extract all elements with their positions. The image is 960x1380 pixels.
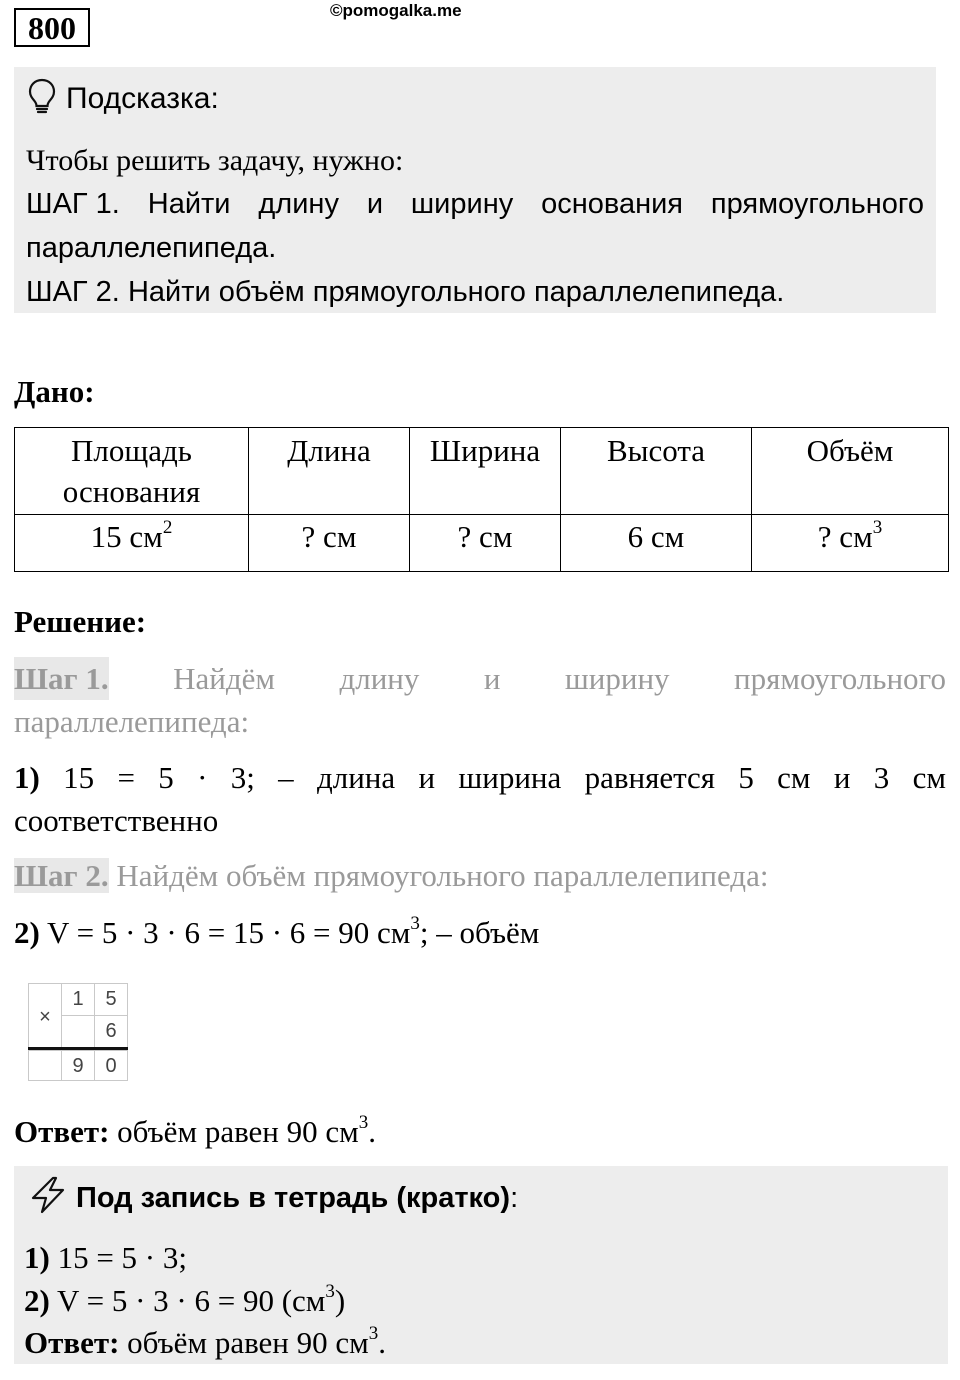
given-header-cell: Высота [561, 428, 752, 515]
solution-line1-line [14, 756, 946, 799]
hint-step1-word: прямоугольного [710, 188, 924, 220]
notebook-answer-tail: . [378, 1325, 387, 1360]
solution-line2-num: 2) [14, 915, 40, 950]
solution-step1-word: и [483, 661, 501, 696]
solution-line1 [14, 756, 946, 842]
given-header-cell: Объём [752, 428, 949, 515]
mult-digit: 6 [94, 1015, 128, 1049]
solution-line2-tail: ; – объём [419, 915, 540, 950]
notebook-answer [24, 1321, 386, 1364]
multiplication-sign: × [28, 983, 62, 1049]
notebook-line1 [24, 1236, 187, 1279]
solution-step2-text: Найдём объём прямоугольного параллелепипеда: [116, 858, 769, 893]
hint-step2 [26, 270, 784, 314]
hint-panel [14, 67, 936, 313]
solution-line1-word: 5 [158, 760, 174, 795]
given-value-cell: 6 см [561, 515, 752, 572]
notebook-title-row [28, 1176, 518, 1219]
hint-step1-cont: параллелепипеда. [26, 232, 277, 264]
notebook-answer-sup: 3 [368, 1322, 379, 1344]
notebook-title: Под запись в тетрадь (кратко): [76, 1181, 519, 1214]
hint-title: Подсказка: [66, 81, 219, 115]
lightbulb-icon [26, 77, 58, 120]
solution-line1-word: см [912, 760, 946, 795]
hint-title-row [26, 77, 219, 120]
solution-step1 [14, 657, 946, 743]
hint-step1-word: ширину [410, 188, 514, 220]
hint-step2-label: ШАГ 2. [26, 276, 120, 308]
solution-line1-cont: соответственно [14, 803, 219, 838]
notebook-line1-num: 1) [24, 1240, 50, 1275]
notebook-line2-num: 2) [24, 1283, 50, 1318]
hint-step1-word: длину [258, 188, 339, 220]
given-table [14, 427, 949, 572]
solution-line1-word: 5 [738, 760, 754, 795]
mult-digit: 5 [94, 983, 128, 1016]
answer-tail: . [368, 1114, 377, 1149]
hint-step1-label: ШАГ 1. [26, 188, 120, 220]
notebook-line2 [24, 1279, 345, 1322]
solution-step2 [14, 854, 768, 897]
solution-line1-word: 15 [63, 760, 95, 795]
solution-line2 [14, 911, 539, 954]
solution-line1-word: · [197, 760, 208, 795]
given-heading: Дано: [14, 374, 95, 409]
solution-step1-line [14, 657, 946, 700]
solution-line1-num: 1) [14, 760, 40, 795]
solution-line2-text: V = 5 · 3 · 6 = 15 · 6 = 90 см [47, 915, 411, 950]
solution-step1-word: прямоугольного [734, 661, 946, 696]
hint-step1-word: основания [541, 188, 683, 220]
solution-step2-label: Шаг 2. [14, 858, 109, 893]
solution-line1-word: ширина [458, 760, 562, 795]
solution-line1-word: 3; [230, 760, 255, 795]
mult-digit [61, 1015, 95, 1049]
given-header-cell: Площадь основания [15, 428, 249, 515]
answer [14, 1110, 376, 1153]
given-value-cell: ? $см^3$ [752, 515, 949, 572]
hint-step1-word: Найти [147, 188, 231, 220]
notebook-answer-label: Ответ: [24, 1325, 120, 1360]
watermark: ©pomogalka.me [330, 1, 462, 20]
solution-line1-word: см [777, 760, 811, 795]
notebook-line2-tail: ) [334, 1283, 346, 1318]
notebook-line2-sup: 3 [325, 1280, 335, 1302]
mult-digit: 0 [94, 1050, 128, 1081]
notebook-line2-text: V = 5 · 3 · 6 = 90 (см [57, 1283, 326, 1318]
column-multiplication [28, 983, 128, 1081]
answer-label: Ответ: [14, 1114, 110, 1149]
solution-line2-sup: 3 [410, 912, 420, 934]
hint-step1-line [26, 182, 924, 226]
lightning-icon [28, 1176, 68, 1219]
notebook-panel [14, 1166, 948, 1364]
solution-step1-word: длину [339, 661, 420, 696]
mult-digit: 9 [61, 1050, 95, 1081]
solution-step1-label: Шаг 1. [14, 657, 109, 700]
solution-line1-word: 3 [873, 760, 890, 795]
solution-step1-cont: параллелепипеда: [14, 704, 250, 739]
solution-line1-word: равняется [584, 760, 716, 795]
notebook-line1-text: 15 = 5 · 3; [57, 1240, 187, 1275]
given-header-row [15, 428, 949, 515]
mult-digit: 1 [61, 983, 95, 1016]
answer-sup: 3 [358, 1111, 369, 1133]
given-header-cell: Длина [249, 428, 410, 515]
notebook-answer-text: объём равен 90 см [127, 1325, 369, 1360]
hint-intro: Чтобы решить задачу, нужно: [26, 144, 404, 177]
solution-line1-word: длина [316, 760, 396, 795]
solution-line1-word: – [278, 760, 294, 795]
solution-step1-word: ширину [564, 661, 670, 696]
mult-empty-cell [28, 1050, 62, 1081]
solution-line1-word: = [117, 760, 135, 795]
given-value-cell: 15 $см^2$ [15, 515, 249, 572]
solution-line1-word: и [418, 760, 436, 795]
hint-step2-text: Найти объём прямоугольного параллелепипеда. [127, 276, 785, 308]
given-value-row [15, 515, 949, 572]
given-header-cell: Ширина [410, 428, 561, 515]
solution-heading: Решение: [14, 604, 147, 639]
given-value-cell: ? см [249, 515, 410, 572]
hint-step1-word: и [366, 188, 384, 220]
answer-text: объём равен 90 см [117, 1114, 359, 1149]
hint-step1 [26, 182, 924, 270]
solution-line1-word: и [833, 760, 851, 795]
solution-step1-word: Найдём [173, 661, 275, 696]
problem-number: 800 [14, 8, 90, 47]
given-value-cell: ? см [410, 515, 561, 572]
